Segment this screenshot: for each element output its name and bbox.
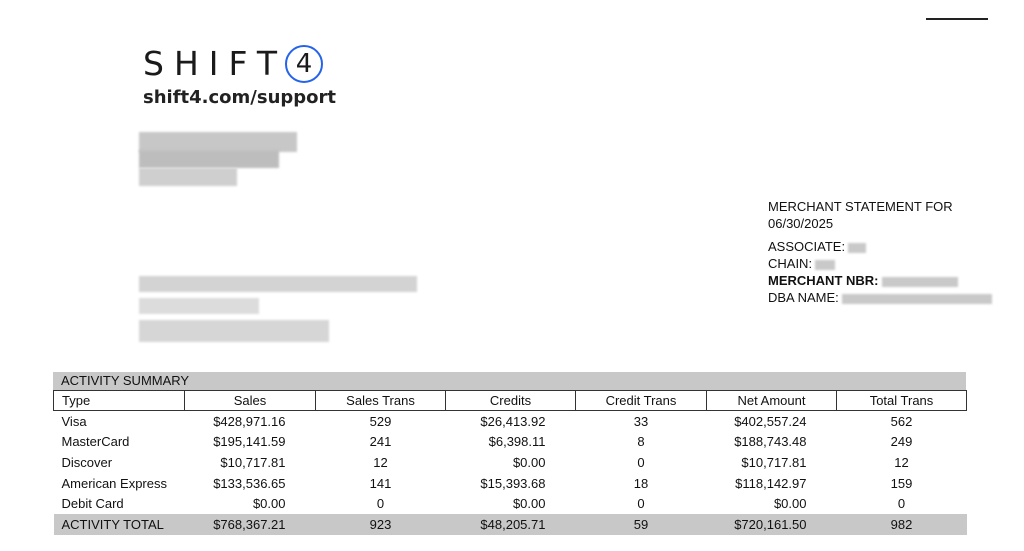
statement-date: 06/30/2025 xyxy=(768,216,834,231)
total-trans-cell: 249 xyxy=(890,434,913,450)
sales-trans-cell: 529 xyxy=(369,413,392,429)
sales-cell: $10,717.81 xyxy=(220,454,286,470)
credits-cell: $26,413.92 xyxy=(480,413,546,429)
total-sales-trans-cell: 923 xyxy=(316,514,446,535)
credits-cell: $0.00 xyxy=(512,496,546,512)
shift4-logo xyxy=(143,44,336,108)
total-sales-cell: $768,367.21 xyxy=(185,514,316,535)
credits-cell: $0.00 xyxy=(512,454,546,470)
logo-word-text: SHIFT xyxy=(143,44,288,83)
sales-trans-cell: 241 xyxy=(369,434,392,450)
sales-cell: $195,141.59 xyxy=(213,434,286,450)
redacted-mailing-line xyxy=(139,276,417,292)
table-row xyxy=(54,411,967,432)
top-rule xyxy=(926,18,988,20)
table-row xyxy=(54,432,967,453)
redacted-address-block xyxy=(139,150,279,168)
total-credits-cell: $48,205.71 xyxy=(446,514,576,535)
net-amount-cell: $118,142.97 xyxy=(735,475,807,491)
sales-trans-cell: 0 xyxy=(376,496,385,512)
credits-cell: $15,393.68 xyxy=(480,475,546,491)
activity-summary-title: ACTIVITY SUMMARY xyxy=(53,372,966,390)
activity-total-row xyxy=(54,514,967,535)
total-trans-cell: 0 xyxy=(897,496,906,512)
associate-row xyxy=(768,238,992,255)
chain-row xyxy=(768,255,992,272)
column-header: Net Amount xyxy=(707,391,837,411)
total-trans-cell: 12 xyxy=(894,454,909,470)
redacted-value xyxy=(815,260,835,270)
redacted-address-block xyxy=(139,168,237,186)
sales-trans-cell: 12 xyxy=(373,454,388,470)
card-type-cell: MasterCard xyxy=(61,434,130,450)
chain-label: CHAIN: xyxy=(768,256,813,271)
total-trans-cell: 562 xyxy=(890,413,913,429)
credit-trans-cell: 0 xyxy=(637,454,645,470)
activity-summary-table xyxy=(53,390,967,535)
credit-trans-cell: 0 xyxy=(637,496,645,512)
dba-name-label: DBA NAME: xyxy=(768,290,839,305)
statement-info xyxy=(768,198,992,306)
column-header: Credits xyxy=(446,391,576,411)
net-amount-cell: $10,717.81 xyxy=(741,454,807,470)
sales-cell: $428,971.16 xyxy=(213,413,286,429)
sales-cell: $133,536.65 xyxy=(213,475,286,491)
total-credit-trans-cell: 59 xyxy=(576,514,707,535)
statement-title: MERCHANT STATEMENT FOR xyxy=(768,199,953,214)
table-row xyxy=(54,473,967,494)
card-type-cell: Debit Card xyxy=(61,496,124,512)
column-header: Total Trans xyxy=(837,391,967,411)
total-trans-sum-cell: 982 xyxy=(837,514,967,535)
redacted-mailing-line xyxy=(139,320,329,342)
column-header: Sales Trans xyxy=(316,391,446,411)
total-trans-cell: 159 xyxy=(890,475,913,491)
net-amount-cell: $402,557.24 xyxy=(734,413,807,429)
merchant-nbr-label: MERCHANT NBR: xyxy=(768,273,879,288)
column-header: Credit Trans xyxy=(576,391,707,411)
total-label-cell: ACTIVITY TOTAL xyxy=(54,514,185,535)
credit-trans-cell: 18 xyxy=(633,475,649,491)
redacted-address-block xyxy=(139,132,297,152)
logo-circle-four-icon: 4 xyxy=(285,45,323,83)
sales-cell: $0.00 xyxy=(252,496,286,512)
column-header: Sales xyxy=(185,391,316,411)
credits-cell: $6,398.11 xyxy=(488,434,546,450)
table-row xyxy=(54,452,967,473)
support-url: shift4.com/support xyxy=(143,87,337,108)
card-type-cell: Visa xyxy=(61,413,87,429)
credit-trans-cell: 8 xyxy=(637,434,645,450)
net-amount-cell: $0.00 xyxy=(773,496,807,512)
card-type-cell: Discover xyxy=(61,454,113,470)
redacted-value xyxy=(842,294,992,304)
table-row xyxy=(54,493,967,514)
activity-summary xyxy=(53,372,966,535)
credit-trans-cell: 33 xyxy=(633,413,649,429)
table-header-row xyxy=(54,391,967,411)
redacted-value xyxy=(882,277,958,287)
merchant-nbr-row xyxy=(768,272,992,289)
column-header: Type xyxy=(54,391,185,411)
sales-trans-cell: 141 xyxy=(369,475,392,491)
associate-label: ASSOCIATE: xyxy=(768,239,846,254)
redacted-value xyxy=(848,243,866,253)
card-type-cell: American Express xyxy=(61,475,167,491)
dba-name-row xyxy=(768,289,992,306)
total-net-amount-cell: $720,161.50 xyxy=(707,514,837,535)
redacted-mailing-line xyxy=(139,298,259,314)
net-amount-cell: $188,743.48 xyxy=(734,434,807,450)
logo-wordmark xyxy=(143,44,336,83)
